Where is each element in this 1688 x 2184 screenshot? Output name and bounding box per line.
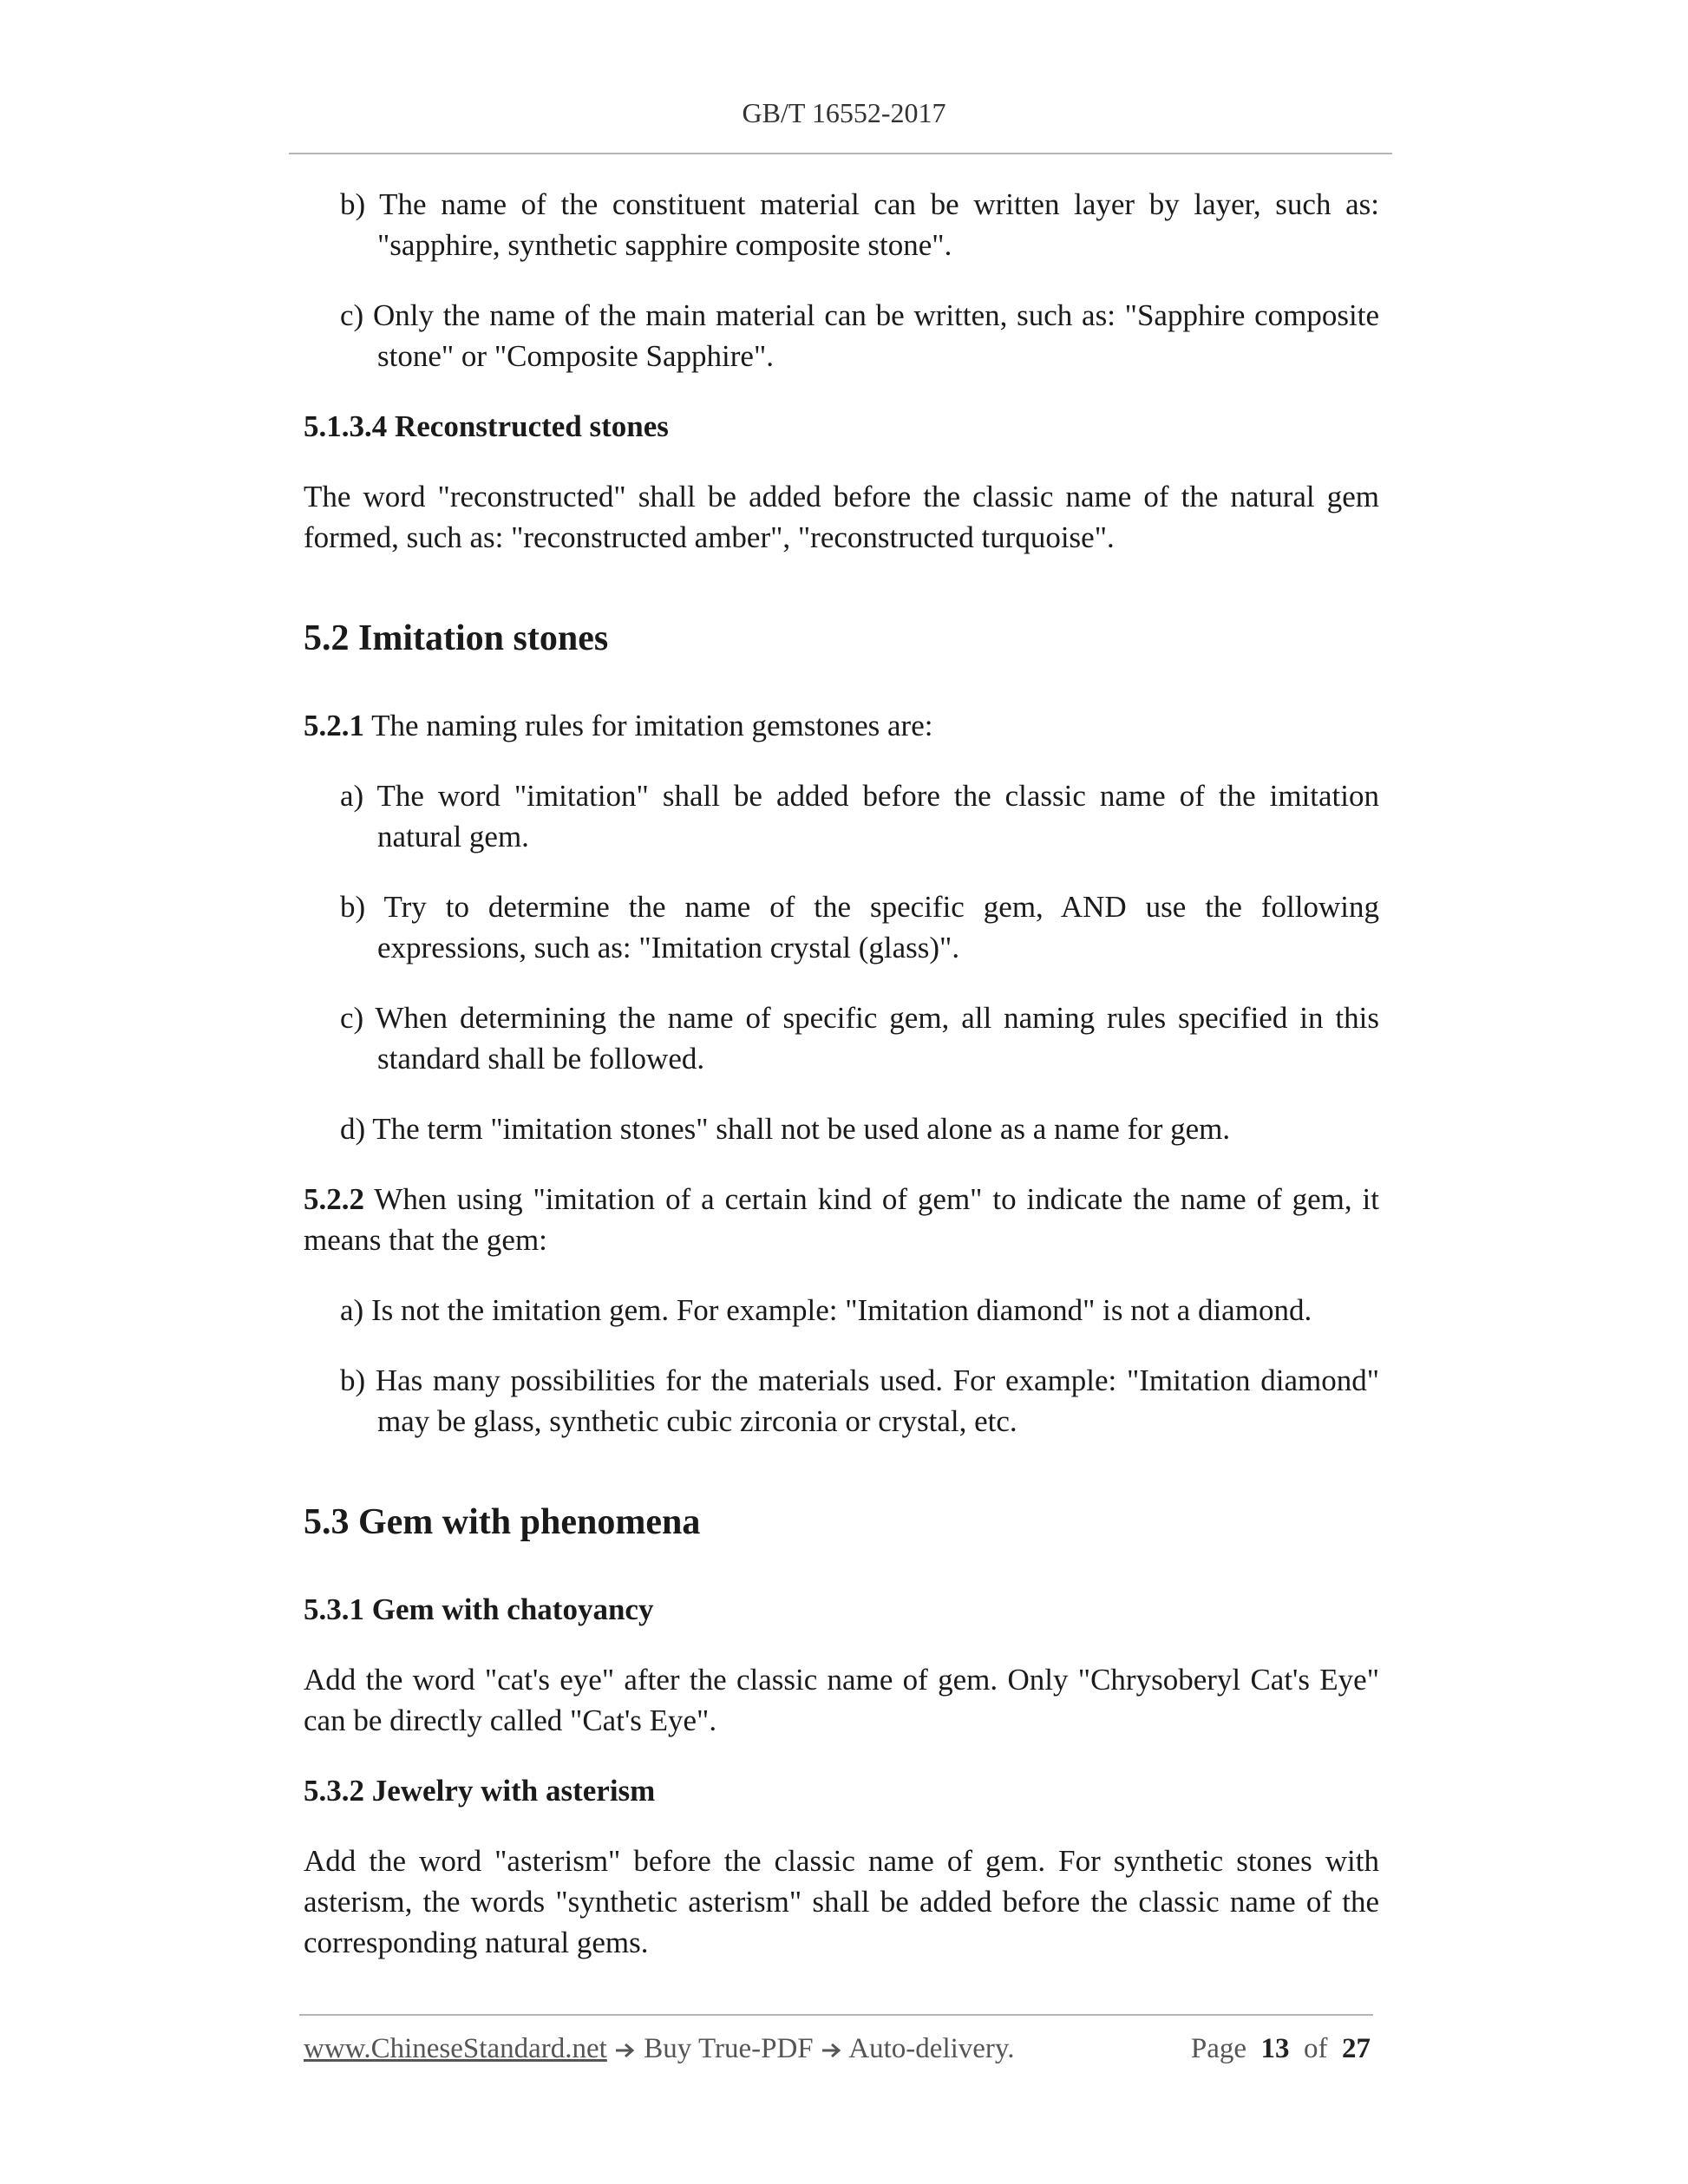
paragraph-5-2-2 [304, 1179, 1379, 1260]
paragraph: Add the word "asterism" before the classic name of gem. For synthetic stones with asterism, the words "synthetic asterism" shall be added before the classic name of the corresponding natural gems. [304, 1844, 1379, 1959]
heading-5-2: 5.2 Imitation stones [304, 618, 609, 658]
current-page: 13 [1260, 2033, 1290, 2064]
footer-divider [299, 2014, 1373, 2016]
of-label: of [1304, 2033, 1328, 2064]
heading-5-3: 5.3 Gem with phenomena [304, 1502, 701, 1542]
footer-promo [304, 2033, 1015, 2065]
page-footer [304, 2033, 1371, 2065]
list-item: c) When determining the name of specific gem, all naming rules specified in this standard shall be followed. [340, 1001, 1379, 1076]
page-body [304, 184, 1379, 1992]
clause-number: 5.2.1 [304, 709, 364, 742]
list-item: a) Is not the imitation gem. For example: "Imitation diamond" is not a diamond. [340, 1293, 1312, 1327]
paragraph: The word "reconstructed" shall be added before the classic name of the natural gem formed, such as: "reconstructed amber", "reconstructed turquoise". [304, 480, 1379, 554]
heading-5-1-3-4: 5.1.3.4 Reconstructed stones [304, 409, 669, 443]
clause-text: The naming rules for imitation gemstones are: [364, 709, 933, 742]
list-item: b) Has many possibilities for the materials used. For example: "Imitation diamond" may be glass, synthetic cubic zirconia or crystal, etc. [340, 1363, 1379, 1438]
clause-number: 5.2.2 [304, 1182, 364, 1216]
list-item: a) The word "imitation" shall be added before the classic name of the imitation natural gem. [340, 779, 1379, 853]
site-link[interactable]: www.ChineseStandard.net [304, 2033, 607, 2064]
running-header: GB/T 16552-2017 [742, 97, 946, 128]
paragraph-5-2-1 [304, 705, 1379, 746]
heading-5-3-2: 5.3.2 Jewelry with asterism [304, 1774, 656, 1808]
list-item: b) Try to determine the name of the specific gem, AND use the following expressions, such as: "Imitation crystal (glass)". [340, 890, 1379, 964]
header-divider [289, 153, 1392, 154]
clause-text: When using "imitation of a certain kind of gem" to indicate the name of gem, it means that the gem: [304, 1182, 1379, 1257]
paragraph: Add the word "cat's eye" after the classic name of gem. Only "Chrysoberyl Cat's Eye" can be directly called "Cat's Eye". [304, 1663, 1379, 1737]
arrow-right-icon [614, 2041, 637, 2060]
heading-5-3-1: 5.3.1 Gem with chatoyancy [304, 1592, 654, 1626]
page-number [1191, 2033, 1371, 2065]
list-item: d) The term "imitation stones" shall not be used alone as a name for gem. [340, 1112, 1231, 1146]
total-pages: 27 [1342, 2033, 1371, 2064]
list-item: c) Only the name of the main material can be written, such as: "Sapphire composite stone" or "Composite Sapphire". [340, 298, 1379, 373]
arrow-right-icon [821, 2041, 843, 2060]
page-label: Page [1190, 2033, 1246, 2064]
footer-step-1: Buy True-PDF [637, 2033, 821, 2064]
footer-step-2: Auto-delivery. [842, 2033, 1015, 2064]
list-item: b) The name of the constituent material can be written layer by layer, such as: "sapphire, synthetic sapphire composite stone". [340, 187, 1379, 262]
